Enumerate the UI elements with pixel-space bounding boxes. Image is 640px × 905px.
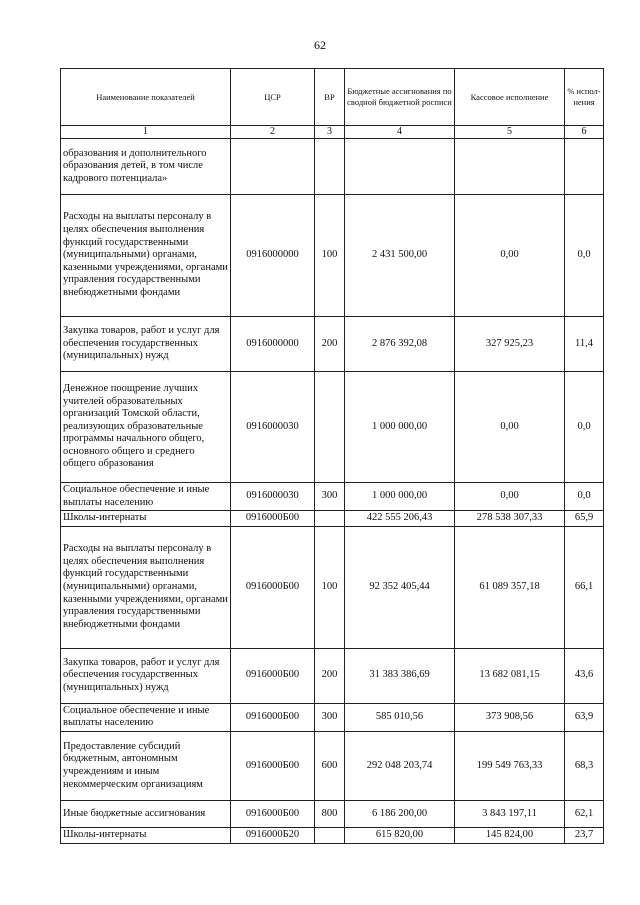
row-csr: 0916000000 <box>231 317 315 372</box>
column-number: 4 <box>345 126 455 139</box>
row-name: Расходы на выплаты персоналу в целях обеспечения выполнения функций государственными (муниципальными) органами, казенными учреждениями, органами управления государственными внебюджетными фондами <box>61 195 231 317</box>
header-csr: ЦСР <box>231 69 315 126</box>
table-row <box>61 317 604 372</box>
header-percent: % испол-нения <box>565 69 604 126</box>
row-vr <box>315 139 345 195</box>
row-vr <box>315 511 345 527</box>
table-row <box>61 511 604 527</box>
row-name: Предоставление субсидий бюджетным, автономным учреждениям и иным некоммерческим организациям <box>61 731 231 800</box>
row-vr: 100 <box>315 195 345 317</box>
row-assignments: 1 000 000,00 <box>345 483 455 511</box>
table-row <box>61 526 604 648</box>
row-cash: 373 908,56 <box>455 703 565 731</box>
row-cash: 145 824,00 <box>455 827 565 843</box>
row-name: Социальное обеспечение и иные выплаты населению <box>61 703 231 731</box>
header-cash: Кассовое исполнение <box>455 69 565 126</box>
row-name: Закупка товаров, работ и услуг для обеспечения государственных (муниципальных) нужд <box>61 648 231 703</box>
column-number-row <box>61 126 604 139</box>
row-vr: 800 <box>315 800 345 827</box>
row-csr: 0916000Б00 <box>231 800 315 827</box>
row-cash: 327 925,23 <box>455 317 565 372</box>
row-percent: 0,0 <box>565 372 604 483</box>
row-assignments: 292 048 203,74 <box>345 731 455 800</box>
row-name: Закупка товаров, работ и услуг для обеспечения государственных (муниципальных) нужд <box>61 317 231 372</box>
row-cash: 0,00 <box>455 483 565 511</box>
table-row <box>61 372 604 483</box>
row-percent: 43,6 <box>565 648 604 703</box>
table-row <box>61 827 604 843</box>
row-csr: 0916000Б00 <box>231 703 315 731</box>
row-csr: 0916000Б00 <box>231 511 315 527</box>
row-assignments: 1 000 000,00 <box>345 372 455 483</box>
row-percent: 0,0 <box>565 195 604 317</box>
row-assignments: 2 431 500,00 <box>345 195 455 317</box>
header-name: Наименование показателей <box>61 69 231 126</box>
table-row <box>61 703 604 731</box>
row-cash: 13 682 081,15 <box>455 648 565 703</box>
column-number: 5 <box>455 126 565 139</box>
row-assignments: 92 352 405,44 <box>345 526 455 648</box>
row-percent <box>565 139 604 195</box>
row-vr: 600 <box>315 731 345 800</box>
row-percent: 68,3 <box>565 731 604 800</box>
column-number: 1 <box>61 126 231 139</box>
page-number: 62 <box>314 38 326 52</box>
row-vr: 300 <box>315 703 345 731</box>
row-percent: 11,4 <box>565 317 604 372</box>
row-percent: 65,9 <box>565 511 604 527</box>
row-vr <box>315 827 345 843</box>
row-csr: 0916000000 <box>231 195 315 317</box>
row-csr: 0916000030 <box>231 372 315 483</box>
row-percent: 23,7 <box>565 827 604 843</box>
table-row <box>61 195 604 317</box>
budget-execution-table <box>60 68 604 844</box>
row-csr: 0916000Б20 <box>231 827 315 843</box>
row-name: Денежное поощрение лучших учителей образовательных организаций Томской области, реализующих образовательные программы начального общего, основного общего и среднего общего образования <box>61 372 231 483</box>
row-cash <box>455 139 565 195</box>
row-assignments: 2 876 392,08 <box>345 317 455 372</box>
row-cash: 0,00 <box>455 372 565 483</box>
row-assignments: 6 186 200,00 <box>345 800 455 827</box>
header-vr: ВР <box>315 69 345 126</box>
row-vr: 300 <box>315 483 345 511</box>
header-assignments: Бюджетные ассигнования по сводной бюджетной росписи <box>345 69 455 126</box>
row-assignments <box>345 139 455 195</box>
row-cash: 278 538 307,33 <box>455 511 565 527</box>
row-assignments: 615 820,00 <box>345 827 455 843</box>
table-row <box>61 483 604 511</box>
row-csr: 0916000Б00 <box>231 731 315 800</box>
row-vr <box>315 372 345 483</box>
row-percent: 0,0 <box>565 483 604 511</box>
row-csr: 0916000Б00 <box>231 648 315 703</box>
row-name: Иные бюджетные ассигнования <box>61 800 231 827</box>
row-assignments: 422 555 206,43 <box>345 511 455 527</box>
table-header-row <box>61 69 604 126</box>
row-csr <box>231 139 315 195</box>
row-assignments: 585 010,56 <box>345 703 455 731</box>
row-name: Социальное обеспечение и иные выплаты населению <box>61 483 231 511</box>
row-cash: 3 843 197,11 <box>455 800 565 827</box>
row-name: Школы-интернаты <box>61 827 231 843</box>
table-row <box>61 800 604 827</box>
row-name: Расходы на выплаты персоналу в целях обеспечения выполнения функций государственными (муниципальными) органами, казенными учреждениями, органами управления государственными внебюджетными фондами <box>61 526 231 648</box>
row-cash: 0,00 <box>455 195 565 317</box>
table-row <box>61 139 604 195</box>
row-percent: 62,1 <box>565 800 604 827</box>
row-vr: 200 <box>315 317 345 372</box>
row-vr: 200 <box>315 648 345 703</box>
row-csr: 0916000030 <box>231 483 315 511</box>
column-number: 3 <box>315 126 345 139</box>
column-number: 2 <box>231 126 315 139</box>
table-row <box>61 648 604 703</box>
row-percent: 66,1 <box>565 526 604 648</box>
row-assignments: 31 383 386,69 <box>345 648 455 703</box>
table-row <box>61 731 604 800</box>
row-vr: 100 <box>315 526 345 648</box>
column-number: 6 <box>565 126 604 139</box>
row-percent: 63,9 <box>565 703 604 731</box>
row-name: Школы-интернаты <box>61 511 231 527</box>
row-cash: 199 549 763,33 <box>455 731 565 800</box>
row-name: образования и дополнительного образования детей, в том числе кадрового потенциала» <box>61 139 231 195</box>
row-cash: 61 089 357,18 <box>455 526 565 648</box>
row-csr: 0916000Б00 <box>231 526 315 648</box>
